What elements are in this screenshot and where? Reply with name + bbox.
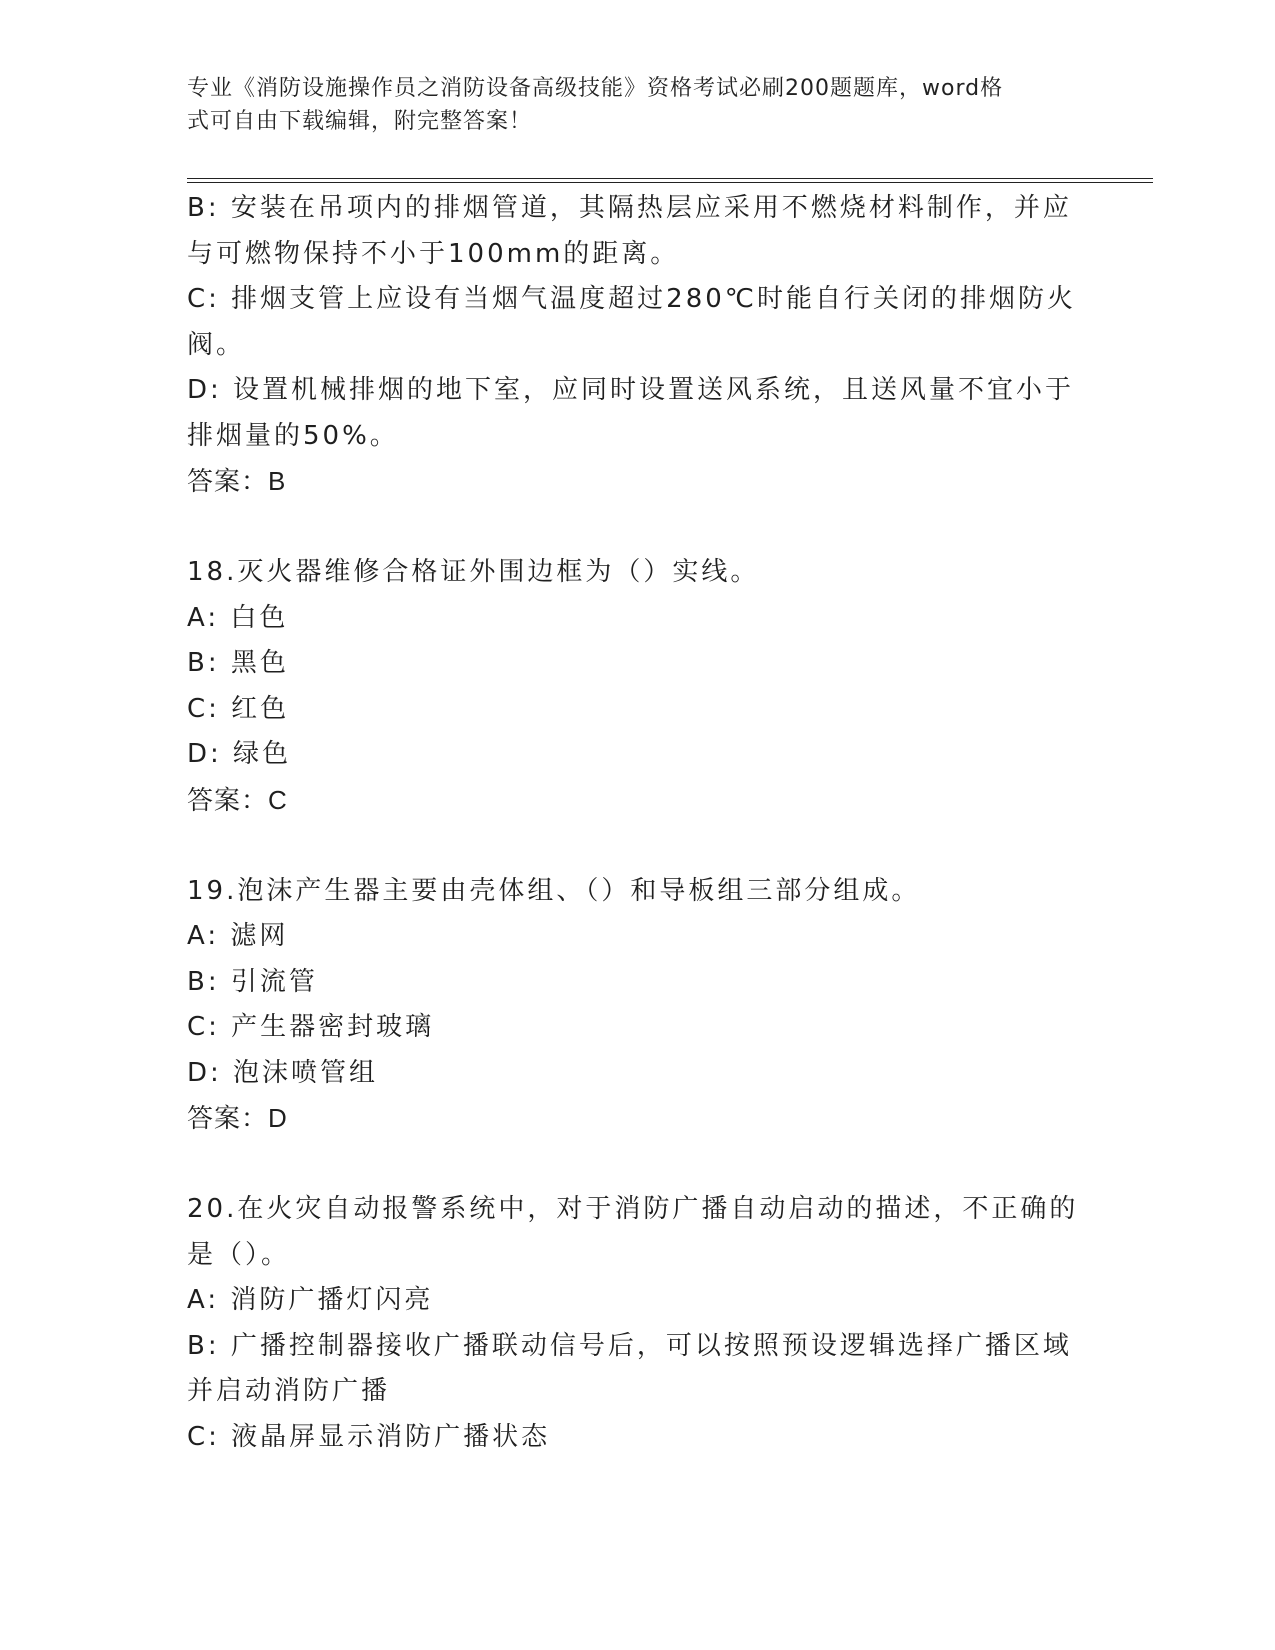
spacer [187,823,1067,869]
option-a: A: 白色 [187,602,289,633]
option-d: D: 泡沫喷管组 [187,1057,379,1088]
question-18 [187,550,1067,823]
option-text: D: 设置机械排烟的地下室，应同时设置送风系统，且送风量不宜小于 [187,375,1075,405]
answer-label: 答案：D [187,1103,288,1133]
spacer [187,1142,1067,1188]
option-text: 排烟量的50%。 [187,420,399,451]
option-d: D: 绿色 [187,739,292,769]
option-b: B: 黑色 [187,648,289,678]
header-line-2: 式可自由下载编辑，附完整答案！ [187,109,533,134]
question-17-tail [187,186,1077,505]
question-content [187,186,1079,1460]
option-c: C: 红色 [187,693,290,724]
question-text: 20.在火灾自动报警系统中，对于消防广播自动启动的描述，不正确的 [187,1194,1079,1224]
option-b-continued: 并启动消防广播 [187,1376,391,1406]
option-a: A: 滤网 [187,921,289,951]
document-header [187,72,1067,138]
question-text: 是（）。 [187,1239,291,1270]
answer-label: 答案：B [187,466,287,496]
option-b: B: 广播控制器接收广播联动信号后，可以按照预设逻辑选择广播区域 [187,1330,1072,1361]
header-divider [187,178,1153,183]
spacer [187,505,1067,551]
option-a: A: 消防广播灯闪亮 [187,1285,434,1315]
option-c: C: 产生器密封玻璃 [187,1012,435,1042]
option-text: 阀。 [187,329,246,360]
question-text: 19.泡沫产生器主要由壳体组、（）和导板组三部分组成。 [187,875,921,906]
question-text: 18.灭火器维修合格证外围边框为（）实线。 [187,557,760,587]
question-19 [187,869,1067,1142]
question-20 [187,1187,1079,1460]
option-b: B: 引流管 [187,966,318,997]
answer-label: 答案：C [187,784,288,815]
option-text: 与可燃物保持不小于100mm的距离。 [187,238,680,269]
option-c: C: 液晶屏显示消防广播状态 [187,1421,551,1452]
header-line-1: 专业《消防设施操作员之消防设备高级技能》资格考试必刷200题题库，word格 [187,76,1004,101]
option-text: C: 排烟支管上应设有当烟气温度超过280℃时能自行关闭的排烟防火 [187,284,1077,314]
option-text: B: 安装在吊项内的排烟管道，其隔热层应采用不燃烧材料制作，并应 [187,193,1072,223]
